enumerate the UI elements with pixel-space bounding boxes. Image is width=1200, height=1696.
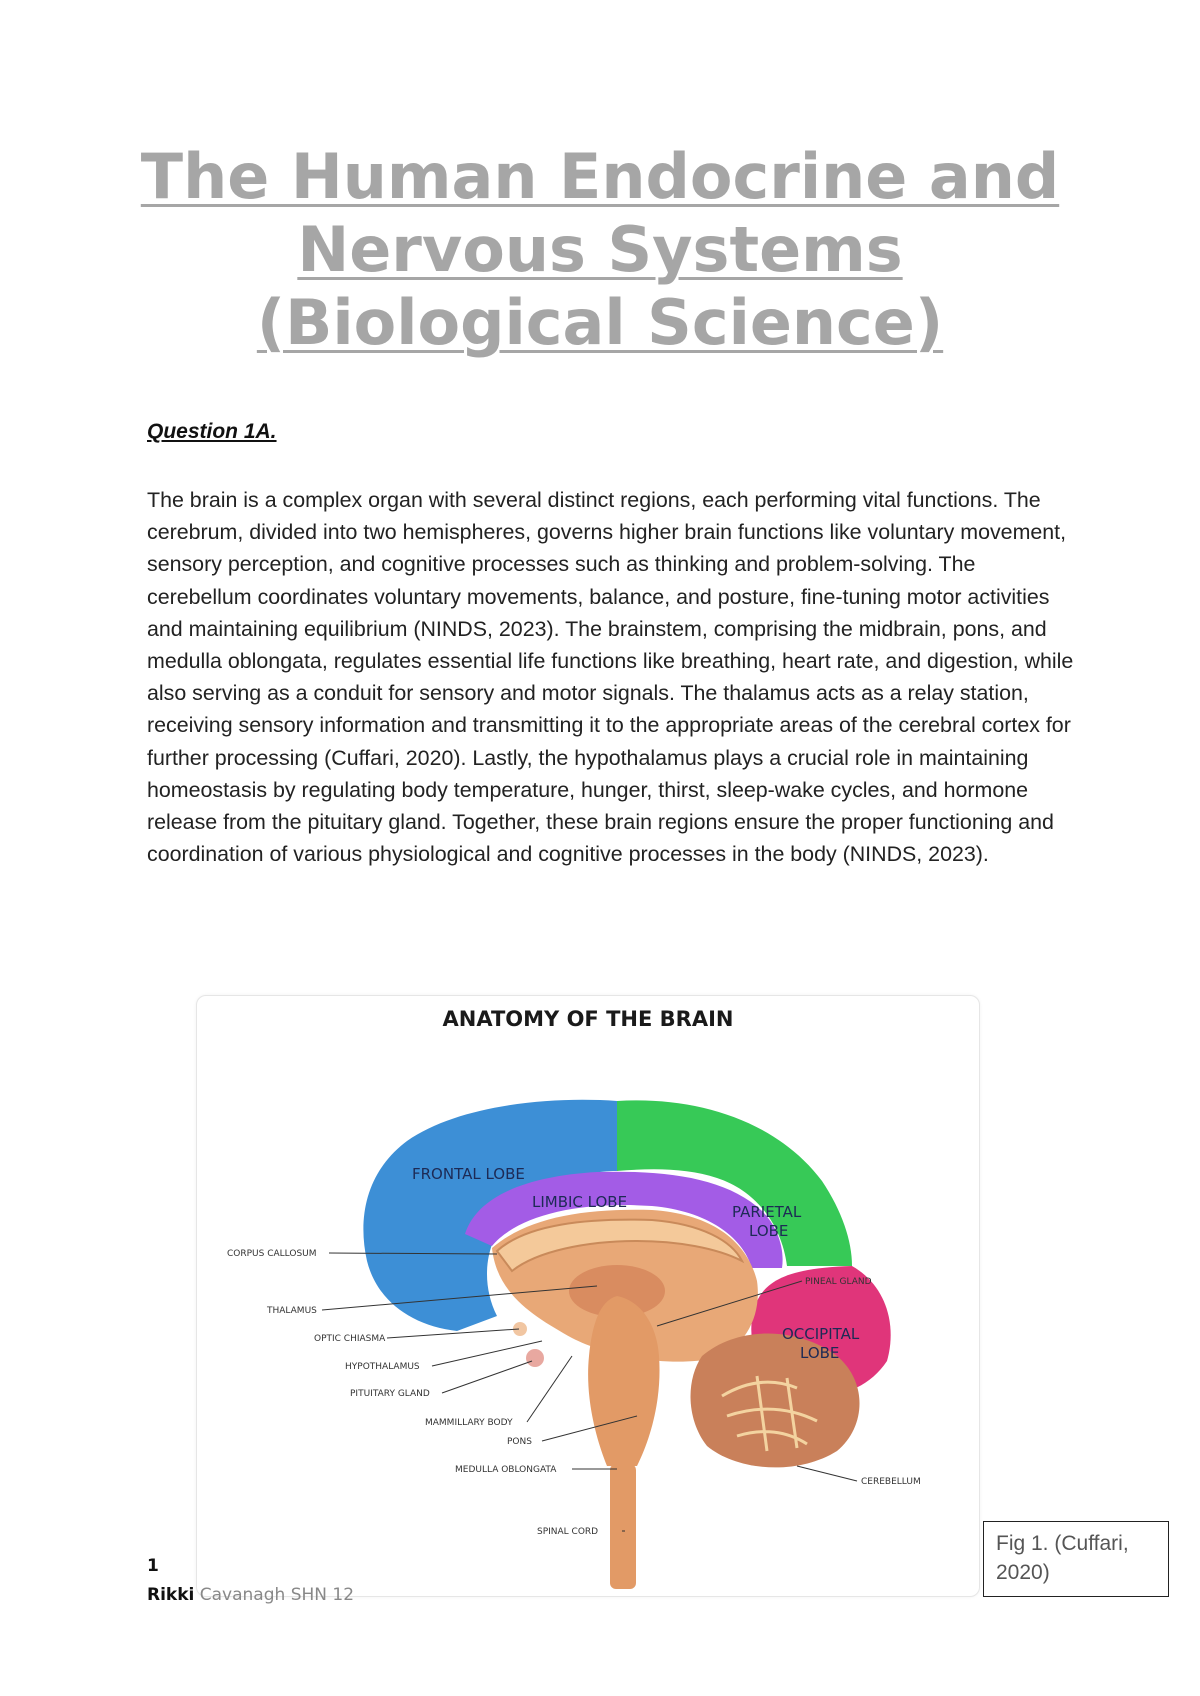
title-line-1: The Human Endocrine and [140,140,1060,213]
title-line-3: (Biological Science) [256,286,944,359]
page-number: 1 [147,1556,159,1576]
question-heading: Question 1A. [147,420,277,443]
limbic-lobe-label: LIMBIC LOBE [532,1193,628,1211]
pituitary-gland-label: PITUITARY GLAND [350,1389,430,1399]
pituitary-shape [526,1349,544,1367]
occipital-lobe-label-2: LOBE [800,1344,840,1362]
thalamus-label: THALAMUS [267,1306,317,1316]
answer-paragraph: The brain is a complex organ with several distinct regions, each performing vital functions. The cerebrum, divided into two hemispheres, governs higher brain functions like voluntary movement, sensory perception, and cognitive processes such as thinking and problem-solving. The cerebellum coordinates voluntary movements, balance, and posture, fine-tuning motor activities and maintaining equilibrium (NINDS, 2023). The brainstem, comprising the midbrain, pons, and medulla oblongata, regulates essential life functions like breathing, heart rate, and digestion, while also serving as a conduit for sensory and motor signals. The thalamus acts as a relay station, receiving sensory information and transmitting it to the appropriate areas of the cerebral cortex for further processing (Cuffari, 2020). Lastly, the hypothalamus plays a crucial role in maintaining homeostasis by regulating body temperature, hunger, thirst, sleep-wake cycles, and hormone release from the pituitary gland. Together, these brain regions ensure the proper functioning and coordination of various physiological and cognitive processes in the body (NINDS, 2023). [147,488,1074,867]
optic-chiasma-label: OPTIC CHIASMA [314,1334,386,1344]
brainstem-shape [588,1296,659,1466]
spinal-cord-shape [610,1464,636,1589]
corpus-callosum-label: CORPUS CALLOSUM [227,1249,317,1259]
spinal-cord-label: SPINAL CORD [537,1527,599,1537]
parietal-lobe-label-1: PARIETAL [732,1203,802,1221]
pons-label: PONS [507,1437,532,1447]
parietal-lobe-label-2: LOBE [749,1222,789,1240]
medulla-oblongata-label: MEDULLA OBLONGATA [455,1465,557,1475]
pineal-gland-label: PINEAL GLAND [805,1277,872,1287]
footer-author [147,1585,354,1605]
brain-diagram [197,996,979,1596]
figure-title: ANATOMY OF THE BRAIN [442,1007,734,1031]
cerebellum-label: CEREBELLUM [861,1477,921,1487]
document-title [100,140,1100,359]
mammillary-body-label: MAMMILLARY BODY [425,1418,513,1428]
occipital-lobe-label-1: OCCIPITAL [782,1325,860,1343]
author-surname-class: Cavanagh SHN 12 [199,1585,355,1605]
brain-anatomy-figure [196,995,980,1597]
figure-caption: Fig 1. (Cuffari, 2020) [983,1521,1169,1597]
title-line-2: Nervous Systems [297,213,903,286]
frontal-lobe-label: FRONTAL LOBE [412,1165,525,1183]
hypothalamus-label: HYPOTHALAMUS [345,1362,420,1372]
author-first-name: Rikki [147,1585,195,1605]
